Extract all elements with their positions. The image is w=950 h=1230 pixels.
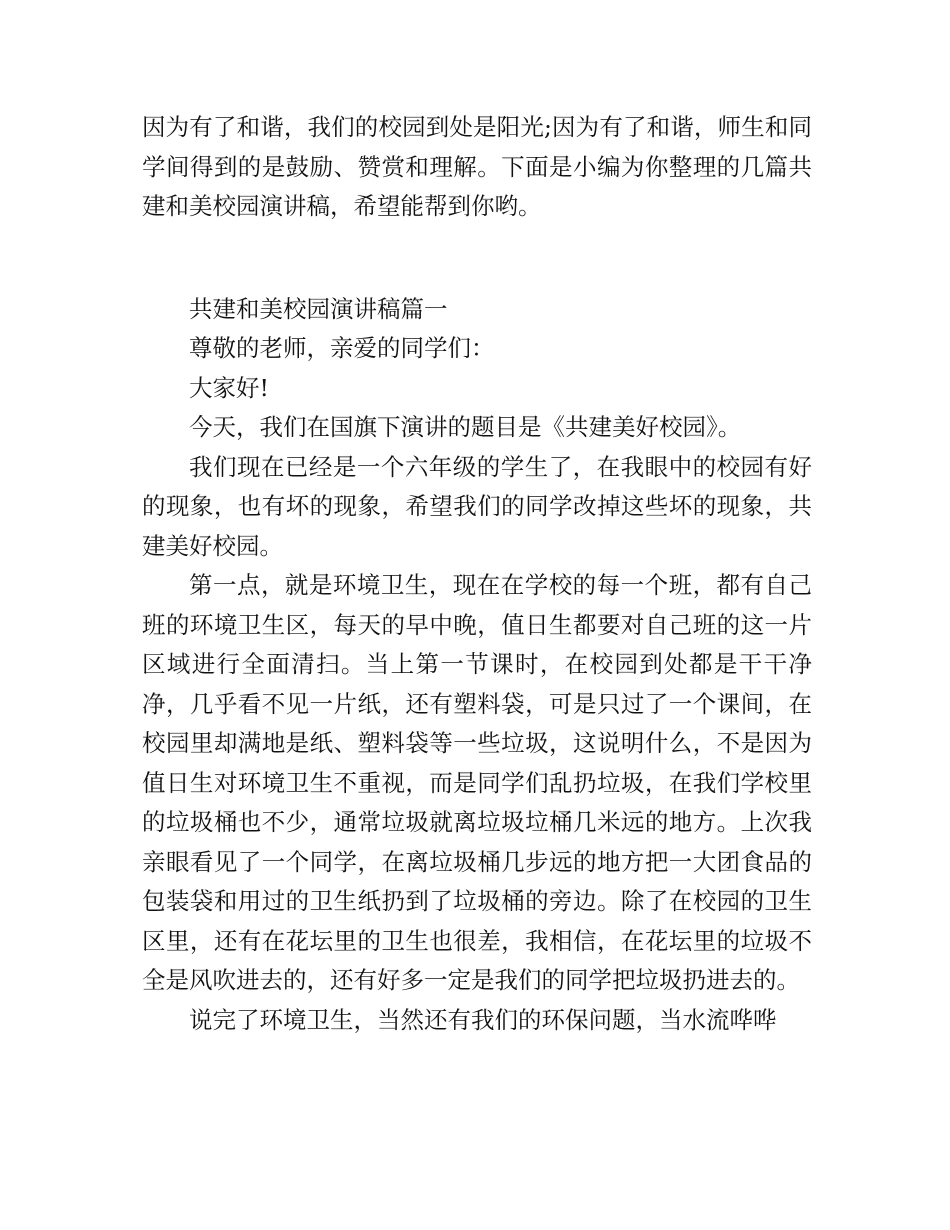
body-paragraph: 我们现在已经是一个六年级的学生了，在我眼中的校园有好的现象，也有坏的现象，希望我们的同学改掉这些坏的现象，共建美好校园。 (142, 452, 812, 560)
body-paragraph: 第一点，就是环境卫生，现在在学校的每一个班，都有自己班的环境卫生区，每天的早中晚，值日生都要对自己班的这一片区域进行全面清扫。当上第一节课时，在校园到处都是干干净净，几乎看不见一片纸，还有塑料袋，可是只过了一个课间，在校园里却满地是纸、塑料袋等一些垃圾，这说明什么，不是因为值日生对环境卫生不重视，而是同学们乱扔垃圾，在我们学校里的垃圾桶也不少，通常垃圾就离垃圾垃桶几米远的地方。上次我亲眼看见了一个同学，在离垃圾桶几步远的地方把一大团食品的包装袋和用过的卫生纸扔到了垃圾桶的旁边。除了在校园的卫生区里，还有在花坛里的卫生也很差，我相信，在花坛里的垃圾不全是风吹进去的，还有好多一定是我们的同学把垃圾扔进去的。 (142, 571, 812, 994)
salutation: 尊敬的老师，亲爱的同学们： (189, 334, 495, 362)
section-heading: 共建和美校园演讲稿篇一 (189, 294, 448, 323)
intro-paragraph: 因为有了和谐，我们的校园到处是阳光;因为有了和谐，师生和同学间得到的是鼓励、赞赏和理解。下面是小编为你整理的几篇共建和美校园演讲稿，希望能帮到你哟。 (142, 113, 812, 220)
document-body (142, 108, 812, 1040)
greeting: 大家好! (189, 373, 269, 402)
body-paragraph: 说完了环境卫生，当然还有我们的环保问题，当水流哗哗 (189, 1005, 777, 1034)
section-spacer (142, 227, 812, 290)
speech-topic-paragraph: 今天，我们在国旗下演讲的题目是《共建美好校园》。 (189, 413, 742, 441)
